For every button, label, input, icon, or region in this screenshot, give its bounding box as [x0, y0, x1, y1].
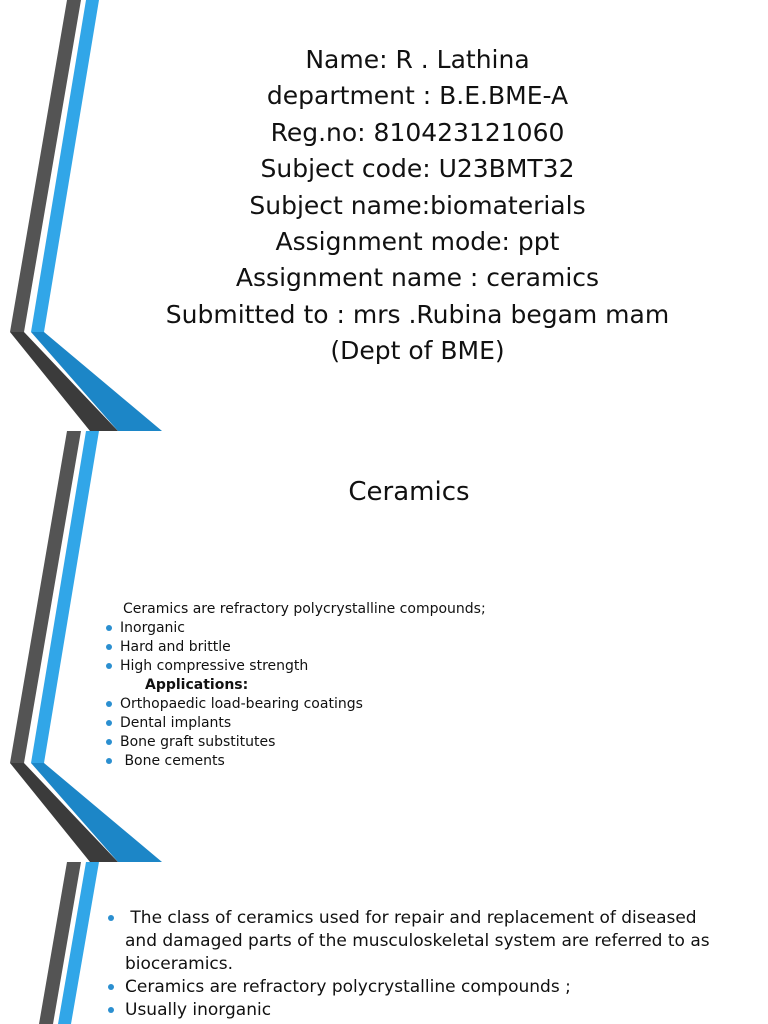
- list-item: Bone graft substitutes: [104, 733, 604, 752]
- department-of: (Dept of BME): [330, 336, 505, 366]
- list-item: Usually inorganic: [104, 999, 724, 1022]
- subject-name: Subject name:biomaterials: [249, 190, 586, 220]
- assignment-name: Assignment name : ceramics: [235, 263, 600, 293]
- list-item: High compressive strength: [104, 657, 604, 676]
- list-item: The class of ceramics used for repair and replacement of diseased and damaged parts of the musculoskeletal system are referred to as bioceramics.: [104, 907, 724, 976]
- list-item: Bone cements: [104, 752, 604, 771]
- department: department : B.E.BME-A: [266, 81, 569, 111]
- intro-text: Ceramics are refractory polycrystalline compounds;: [123, 601, 486, 617]
- assignment-mode: Assignment mode: ppt: [275, 227, 560, 257]
- subject-code: Subject code: U23BMT32: [260, 154, 575, 184]
- list-item: Hard and brittle: [104, 638, 604, 657]
- reg-no: Reg.no: 810423121060: [270, 117, 565, 147]
- list-item: Ceramics are refractory polycrystalline compounds ;: [104, 976, 724, 999]
- slide-title: Ceramics: [348, 477, 470, 507]
- list-item: Dental implants: [104, 714, 604, 733]
- applications-heading: Applications:: [145, 677, 249, 693]
- slide-3: [0, 862, 768, 1024]
- title-info-block: [150, 42, 685, 370]
- submitted-to: Submitted to : mrs .Rubina begam mam: [165, 299, 670, 329]
- student-name: Name: R . Lathina: [305, 45, 530, 74]
- list-item: Inorganic: [104, 619, 604, 638]
- slide-1: [0, 0, 768, 431]
- slide-2: [0, 431, 768, 862]
- slide-decoration: [0, 0, 170, 431]
- slide-content: [104, 600, 604, 771]
- slide-content: [104, 907, 724, 1022]
- list-item: Orthopaedic load-bearing coatings: [104, 695, 604, 714]
